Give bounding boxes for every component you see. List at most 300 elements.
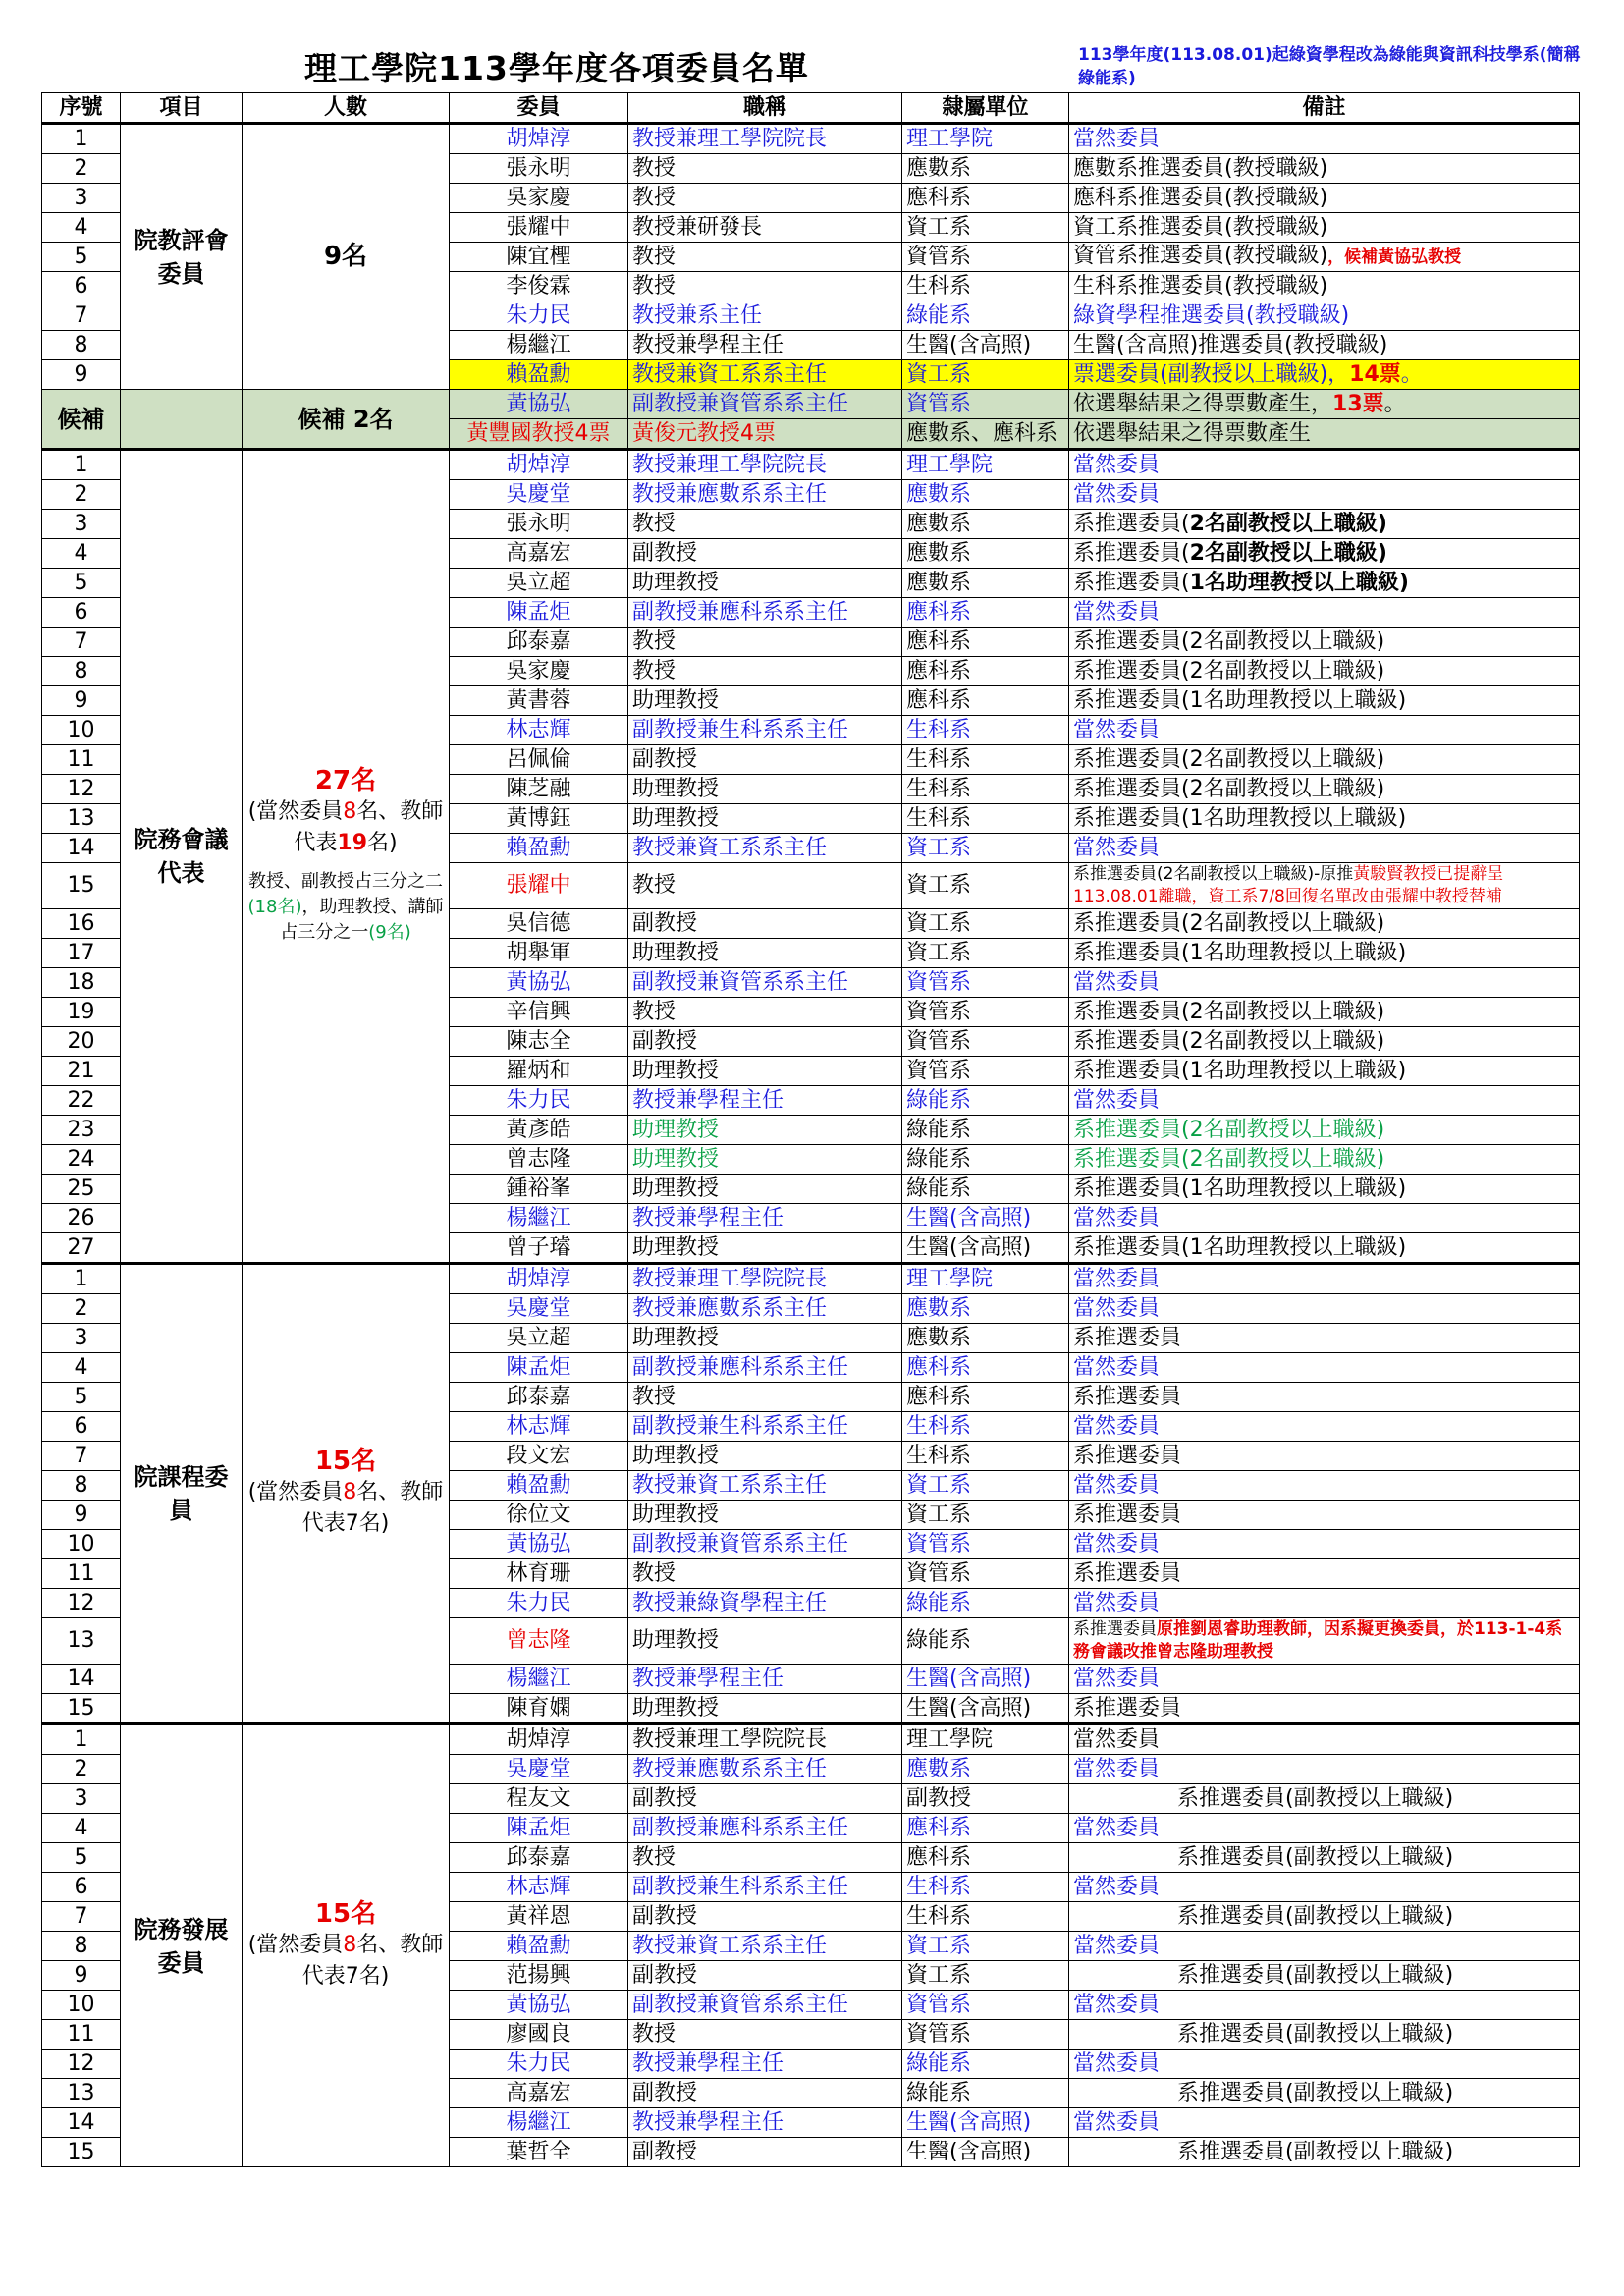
member-name-text: 高嘉宏 [506, 540, 571, 566]
member-title [628, 939, 902, 968]
member-name [450, 1086, 628, 1116]
member-title [628, 1932, 902, 1961]
member-title-text: 副教授 [632, 2139, 698, 2164]
member-unit [902, 1501, 1069, 1530]
member-name-text: 吳立超 [506, 570, 571, 595]
member-title-text: 教授兼應數系系主任 [632, 481, 828, 507]
member-unit-text: 生科系 [906, 1413, 972, 1439]
row-number-text: 4 [74, 214, 88, 240]
member-note [1069, 124, 1580, 154]
member-name [450, 569, 628, 598]
member-note [1069, 569, 1580, 598]
row-number [42, 2050, 121, 2079]
row-number-text: 12 [67, 2050, 95, 2076]
row-number [42, 1175, 121, 1204]
member-title-text: 副教授 [632, 746, 698, 772]
member-unit [902, 1932, 1069, 1961]
note-text: 依選舉結果之得票數產生， [1073, 391, 1333, 416]
row-number [42, 1724, 121, 1755]
row-number-text: 6 [74, 1874, 88, 1899]
row-number-text: 1 [74, 1726, 88, 1752]
member-unit [902, 1027, 1069, 1057]
member-unit-text: 資管系 [906, 244, 972, 269]
row-number [42, 154, 121, 184]
row-number-text: 5 [74, 1384, 88, 1409]
member-unit-text: 應科系 [906, 1815, 972, 1840]
member-name-text: 陳宜檉 [506, 244, 571, 269]
row-number-text: 17 [67, 940, 95, 965]
row-number [42, 1442, 121, 1471]
member-unit [902, 1991, 1069, 2020]
member-title [628, 1145, 902, 1175]
member-unit-text: 資工系 [906, 873, 972, 898]
count-part: 8 [343, 1480, 357, 1504]
note-text: 系推選委員(副教授以上職級) [1177, 1962, 1454, 1988]
member-name-text: 賴盈勳 [506, 361, 571, 387]
member-name-text: 胡焯淳 [506, 1726, 571, 1752]
member-title-text: 教授兼研發長 [632, 214, 763, 240]
member-unit-text: 資管系 [906, 1028, 972, 1054]
member-name [450, 2138, 628, 2167]
member-title [628, 968, 902, 998]
count-detail [246, 1930, 445, 1993]
section-item [121, 450, 243, 1264]
member-name-text: 陳志全 [506, 1028, 571, 1054]
member-title-text: 助理教授 [632, 1325, 720, 1350]
member-unit-text: 生科系 [906, 776, 972, 801]
table-header [42, 93, 1580, 124]
section-item-label: 院務發展委員 [134, 1915, 229, 1977]
member-title-text: 教授 [632, 1560, 677, 1586]
header-title: 職稱 [628, 93, 902, 124]
count-sub-part: (18名) [247, 897, 302, 917]
member-title-text: 副教授兼應科系系主任 [632, 1815, 849, 1840]
note-text: 系推選委員 [1073, 1325, 1182, 1350]
member-unit [902, 1294, 1069, 1324]
count-part: 19 [337, 831, 368, 855]
member-title [628, 1501, 902, 1530]
section-count [243, 1264, 450, 1724]
member-note [1069, 1873, 1580, 1902]
count-number: 15名 [314, 1447, 377, 1476]
member-title [628, 1057, 902, 1086]
note-text: 系推選委員(副教授以上職級) [1177, 1903, 1454, 1929]
member-title-text: 副教授 [632, 910, 698, 936]
row-number-text: 10 [67, 1531, 95, 1557]
row-number-text: 3 [74, 511, 88, 536]
member-name [450, 1724, 628, 1755]
member-unit-text: 資管系 [906, 1560, 972, 1586]
member-unit [902, 124, 1069, 154]
member-unit [902, 539, 1069, 569]
member-unit-text: 資管系 [906, 2021, 972, 2047]
member-note [1069, 1442, 1580, 1471]
row-number-text: 14 [67, 835, 95, 860]
note-text: 應科系推選委員(教授職級) [1073, 185, 1328, 210]
row-number-text: 13 [67, 2080, 95, 2105]
note-text: 系推選委員(2名副教授以上職級)-原推 [1073, 864, 1354, 884]
member-name-text: 黃協弘 [506, 391, 571, 416]
row-number-text: 7 [74, 629, 88, 654]
member-title-text: 助理教授 [632, 940, 720, 965]
member-title-text: 助理教授 [632, 1146, 720, 1172]
member-note [1069, 1530, 1580, 1559]
member-note [1069, 998, 1580, 1027]
note-text: 系推選委員(1名助理教授以上職級) [1073, 1058, 1407, 1083]
note-text: 系推選委員(1名助理教授以上職級) [1073, 687, 1407, 713]
member-name [450, 775, 628, 804]
member-title [628, 1961, 902, 1991]
count-part: 名、教師代表 [294, 799, 444, 855]
member-unit [902, 1086, 1069, 1116]
member-unit-text: 生科系 [906, 717, 972, 742]
row-number-text: 5 [74, 244, 88, 269]
section-item-label: 院務會議代表 [134, 826, 229, 887]
member-unit-text: 生醫(含高照) [906, 332, 1032, 357]
member-name [450, 1145, 628, 1175]
member-unit [902, 1694, 1069, 1724]
member-name-text: 黃彥皓 [506, 1117, 571, 1142]
row-number [42, 1559, 121, 1589]
member-note [1069, 1559, 1580, 1589]
member-name [450, 1501, 628, 1530]
row-number [42, 1784, 121, 1814]
note-text: 系推選委員 [1073, 1384, 1182, 1409]
member-title [628, 450, 902, 480]
member-name [450, 539, 628, 569]
member-name [450, 272, 628, 301]
member-unit-text: 綠能系 [906, 1590, 972, 1615]
note-text-red: 原推劉恩睿助理教師，因系擬更換委員，於113-1-4系務會議改推曾志隆助理教授 [1073, 1619, 1563, 1662]
note-text: 系推選委員 [1073, 1502, 1182, 1527]
count-sub [246, 869, 445, 946]
row-number [42, 510, 121, 539]
note-text: 當然委員 [1073, 1531, 1161, 1557]
member-note [1069, 390, 1580, 419]
member-unit-text: 綠能系 [906, 2050, 972, 2076]
member-name-text: 李俊霖 [506, 273, 571, 299]
member-note [1069, 1086, 1580, 1116]
member-name [450, 1233, 628, 1264]
member-name-text: 朱力民 [506, 1590, 571, 1615]
row-number [42, 939, 121, 968]
row-number [42, 745, 121, 775]
member-title-text: 教授兼學程主任 [632, 2109, 785, 2135]
row-number-text: 6 [74, 273, 88, 299]
note-text-end: 。 [1400, 361, 1423, 387]
member-unit [902, 1665, 1069, 1694]
member-note [1069, 213, 1580, 243]
member-title [628, 301, 902, 331]
note-text: 系推選委員(2名副教授以上職級) [1073, 999, 1385, 1024]
member-note [1069, 243, 1580, 272]
header-count: 人數 [243, 93, 450, 124]
count-part: (當然委員 [247, 1932, 344, 1957]
member-note [1069, 1324, 1580, 1353]
note-text: 當然委員 [1073, 1933, 1161, 1958]
note-text: 系推選委員 [1073, 1619, 1157, 1639]
member-title-text: 副教授 [632, 1903, 698, 1929]
member-title-text: 教授兼資工系系主任 [632, 1933, 828, 1958]
member-note [1069, 450, 1580, 480]
member-title [628, 243, 902, 272]
member-name-text: 陳育嫻 [506, 1695, 571, 1721]
note-text-bold: 1名助理教授以上職級) [1189, 570, 1409, 595]
member-unit [902, 1755, 1069, 1784]
row-number [42, 1902, 121, 1932]
member-unit-text: 資工系 [906, 1933, 972, 1958]
member-note [1069, 2079, 1580, 2108]
member-name [450, 243, 628, 272]
note-text: 當然委員 [1073, 452, 1161, 477]
member-note [1069, 909, 1580, 939]
member-name-text: 邱泰嘉 [506, 1384, 571, 1409]
member-title [628, 1294, 902, 1324]
member-note [1069, 2108, 1580, 2138]
member-note [1069, 1175, 1580, 1204]
member-name [450, 1353, 628, 1383]
note-text: 系推選委員(1名助理教授以上職級) [1073, 940, 1407, 965]
member-name-text: 鍾裕峯 [506, 1175, 571, 1201]
member-title-text: 副教授兼應科系系主任 [632, 599, 849, 625]
member-unit [902, 2079, 1069, 2108]
member-unit [902, 1145, 1069, 1175]
member-name [450, 1175, 628, 1204]
row-number-text: 14 [67, 1666, 95, 1691]
member-title [628, 834, 902, 863]
member-name-text: 賴盈勳 [506, 1472, 571, 1498]
count-detail [246, 796, 445, 859]
member-title [628, 1991, 902, 2020]
member-name-text: 林志輝 [506, 1413, 571, 1439]
member-unit-text: 資工系 [906, 1962, 972, 1988]
member-name-text: 曾志隆 [506, 1146, 571, 1172]
member-unit-text: 資工系 [906, 1472, 972, 1498]
member-title [628, 1116, 902, 1145]
row-number-text: 12 [67, 1590, 95, 1615]
row-number [42, 1324, 121, 1353]
member-unit [902, 184, 1069, 213]
member-unit-text: 資工系 [906, 361, 972, 387]
member-name [450, 331, 628, 360]
member-unit-text: 生醫(含高照) [906, 2109, 1032, 2135]
header-note: 113學年度(113.08.01)起綠資學程改為綠能與資訊科技學系(簡稱綠能系) [1078, 45, 1581, 88]
member-unit-text: 生醫(含高照) [906, 1234, 1032, 1260]
member-title [628, 1755, 902, 1784]
member-title-text: 教授 [632, 244, 677, 269]
member-title [628, 1559, 902, 1589]
member-unit-text: 綠能系 [906, 1628, 972, 1653]
member-title-text: 助理教授 [632, 805, 720, 831]
member-name-text: 邱泰嘉 [506, 1844, 571, 1870]
member-name [450, 1471, 628, 1501]
row-number [42, 331, 121, 360]
count-part: 名、教師代表7名) [301, 1932, 444, 1989]
member-unit [902, 1233, 1069, 1264]
member-title [628, 1843, 902, 1873]
row-number [42, 1530, 121, 1559]
member-note [1069, 745, 1580, 775]
member-note [1069, 480, 1580, 510]
member-unit-text: 資管系 [906, 1058, 972, 1083]
member-unit-text: 綠能系 [906, 302, 972, 328]
member-unit-text: 應科系 [906, 658, 972, 683]
member-unit-text: 資管系 [906, 1531, 972, 1557]
member-unit-text: 生科系 [906, 1903, 972, 1929]
member-title [628, 1814, 902, 1843]
member-unit-text: 應數系 [906, 481, 972, 507]
row-number-text: 20 [67, 1028, 95, 1054]
note-text: 應數系推選委員(教授職級) [1073, 155, 1328, 181]
member-unit-text: 綠能系 [906, 2080, 972, 2105]
note-text: 生科系推選委員(教授職級) [1073, 273, 1328, 299]
note-text: 當然委員 [1073, 1590, 1161, 1615]
member-unit-text: 應數系 [906, 1756, 972, 1781]
member-name-text: 高嘉宏 [506, 2080, 571, 2105]
member-unit-text: 應數系 [906, 511, 972, 536]
row-number [42, 1116, 121, 1145]
note-text: 當然委員 [1073, 835, 1161, 860]
member-name [450, 1057, 628, 1086]
member-unit-text: 資管系 [906, 999, 972, 1024]
count-number: 15名 [314, 1898, 377, 1929]
member-title-text: 副教授兼生科系系主任 [632, 1413, 849, 1439]
member-name-text: 吳慶堂 [506, 1756, 571, 1781]
member-name [450, 301, 628, 331]
note-text: 綠資學程推選委員(教授職級) [1073, 302, 1350, 328]
row-number [42, 2108, 121, 2138]
note-text: 系推選委員 [1073, 1695, 1182, 1721]
member-title-text: 助理教授 [632, 1502, 720, 1527]
member-unit-text: 應科系 [906, 629, 972, 654]
count-part: 名、教師代表7名) [301, 1480, 444, 1536]
note-text: 當然委員 [1073, 1472, 1161, 1498]
member-unit-text: 資工系 [906, 835, 972, 860]
row-number-text: 10 [67, 1992, 95, 2017]
member-unit [902, 1353, 1069, 1383]
member-note [1069, 331, 1580, 360]
member-title [628, 998, 902, 1027]
member-unit-text: 應數系 [906, 570, 972, 595]
member-note [1069, 510, 1580, 539]
member-unit [902, 686, 1069, 716]
note-text-red: 13票 [1332, 391, 1384, 416]
candidate-label-text: 候補 [57, 405, 105, 433]
member-title [628, 2050, 902, 2079]
row-number [42, 2020, 121, 2050]
row-number-text: 2 [74, 481, 88, 507]
member-title [628, 1442, 902, 1471]
member-name-text: 朱力民 [506, 2050, 571, 2076]
member-unit [902, 745, 1069, 775]
member-title-text: 副教授 [632, 540, 698, 566]
row-number [42, 569, 121, 598]
member-name [450, 1294, 628, 1324]
member-note [1069, 657, 1580, 686]
member-note [1069, 1264, 1580, 1294]
member-unit [902, 1961, 1069, 1991]
member-title-text: 教授兼理工學院院長 [632, 1726, 828, 1752]
member-unit-text: 應科系 [906, 185, 972, 210]
section-count [243, 1724, 450, 2167]
row-number [42, 1501, 121, 1530]
member-title [628, 1902, 902, 1932]
count-sub-part: (9名) [368, 922, 411, 943]
member-note [1069, 2050, 1580, 2079]
row-number [42, 598, 121, 628]
member-note [1069, 1353, 1580, 1383]
member-name [450, 1932, 628, 1961]
member-title [628, 1694, 902, 1724]
member-name-text: 賴盈勳 [506, 1933, 571, 1958]
member-name [450, 1814, 628, 1843]
member-unit [902, 2108, 1069, 2138]
row-number [42, 213, 121, 243]
member-title-text: 教授兼學程主任 [632, 1087, 785, 1113]
member-name [450, 1412, 628, 1442]
member-unit [902, 419, 1069, 450]
member-title-text: 副教授 [632, 1785, 698, 1811]
member-title-text: 教授 [632, 185, 677, 210]
note-text: 當然委員 [1073, 1205, 1161, 1230]
count-part: 名) [367, 831, 398, 855]
member-title-text: 教授 [632, 873, 677, 898]
member-unit-text: 理工學院 [906, 1726, 994, 1752]
member-name-text: 朱力民 [506, 1087, 571, 1113]
row-number-text: 21 [67, 1058, 95, 1083]
row-number-text: 7 [74, 1903, 88, 1929]
member-title [628, 745, 902, 775]
member-name-text: 曾子璿 [506, 1234, 571, 1260]
row-number-text: 1 [74, 1266, 88, 1291]
member-title-text: 副教授兼資管系系主任 [632, 1531, 849, 1557]
note-text: 當然委員 [1073, 1874, 1161, 1899]
member-title [628, 1471, 902, 1501]
member-unit-text: 生科系 [906, 805, 972, 831]
member-unit-text: 生醫(含高照) [906, 1205, 1032, 1230]
member-name [450, 480, 628, 510]
member-title-text: 副教授兼生科系系主任 [632, 717, 849, 742]
member-name-text: 黃豐國教授4票 [466, 420, 611, 446]
member-note [1069, 1204, 1580, 1233]
row-number-text: 8 [74, 1472, 88, 1498]
member-name [450, 1843, 628, 1873]
row-number-text: 15 [67, 873, 95, 898]
row-number [42, 243, 121, 272]
member-name-text: 陳芝融 [506, 776, 571, 801]
member-unit-text: 資工系 [906, 910, 972, 936]
row-number-text: 9 [74, 1962, 88, 1988]
member-title [628, 1589, 902, 1618]
member-title-text: 教授兼資工系系主任 [632, 361, 828, 387]
member-name [450, 2108, 628, 2138]
member-unit [902, 1843, 1069, 1873]
row-number-text: 2 [74, 1295, 88, 1321]
member-name-text: 林育珊 [506, 1560, 571, 1586]
member-unit-text: 生醫(含高照) [906, 1666, 1032, 1691]
member-title-text: 副教授 [632, 2080, 698, 2105]
member-name [450, 450, 628, 480]
member-name-text: 胡焯淳 [506, 452, 571, 477]
candidate-count [243, 390, 450, 450]
count-block [246, 1448, 445, 1477]
row-number [42, 686, 121, 716]
row-number [42, 124, 121, 154]
candidate-label [42, 390, 121, 450]
member-name [450, 1784, 628, 1814]
member-title [628, 1027, 902, 1057]
note-text: 當然委員 [1073, 1354, 1161, 1380]
